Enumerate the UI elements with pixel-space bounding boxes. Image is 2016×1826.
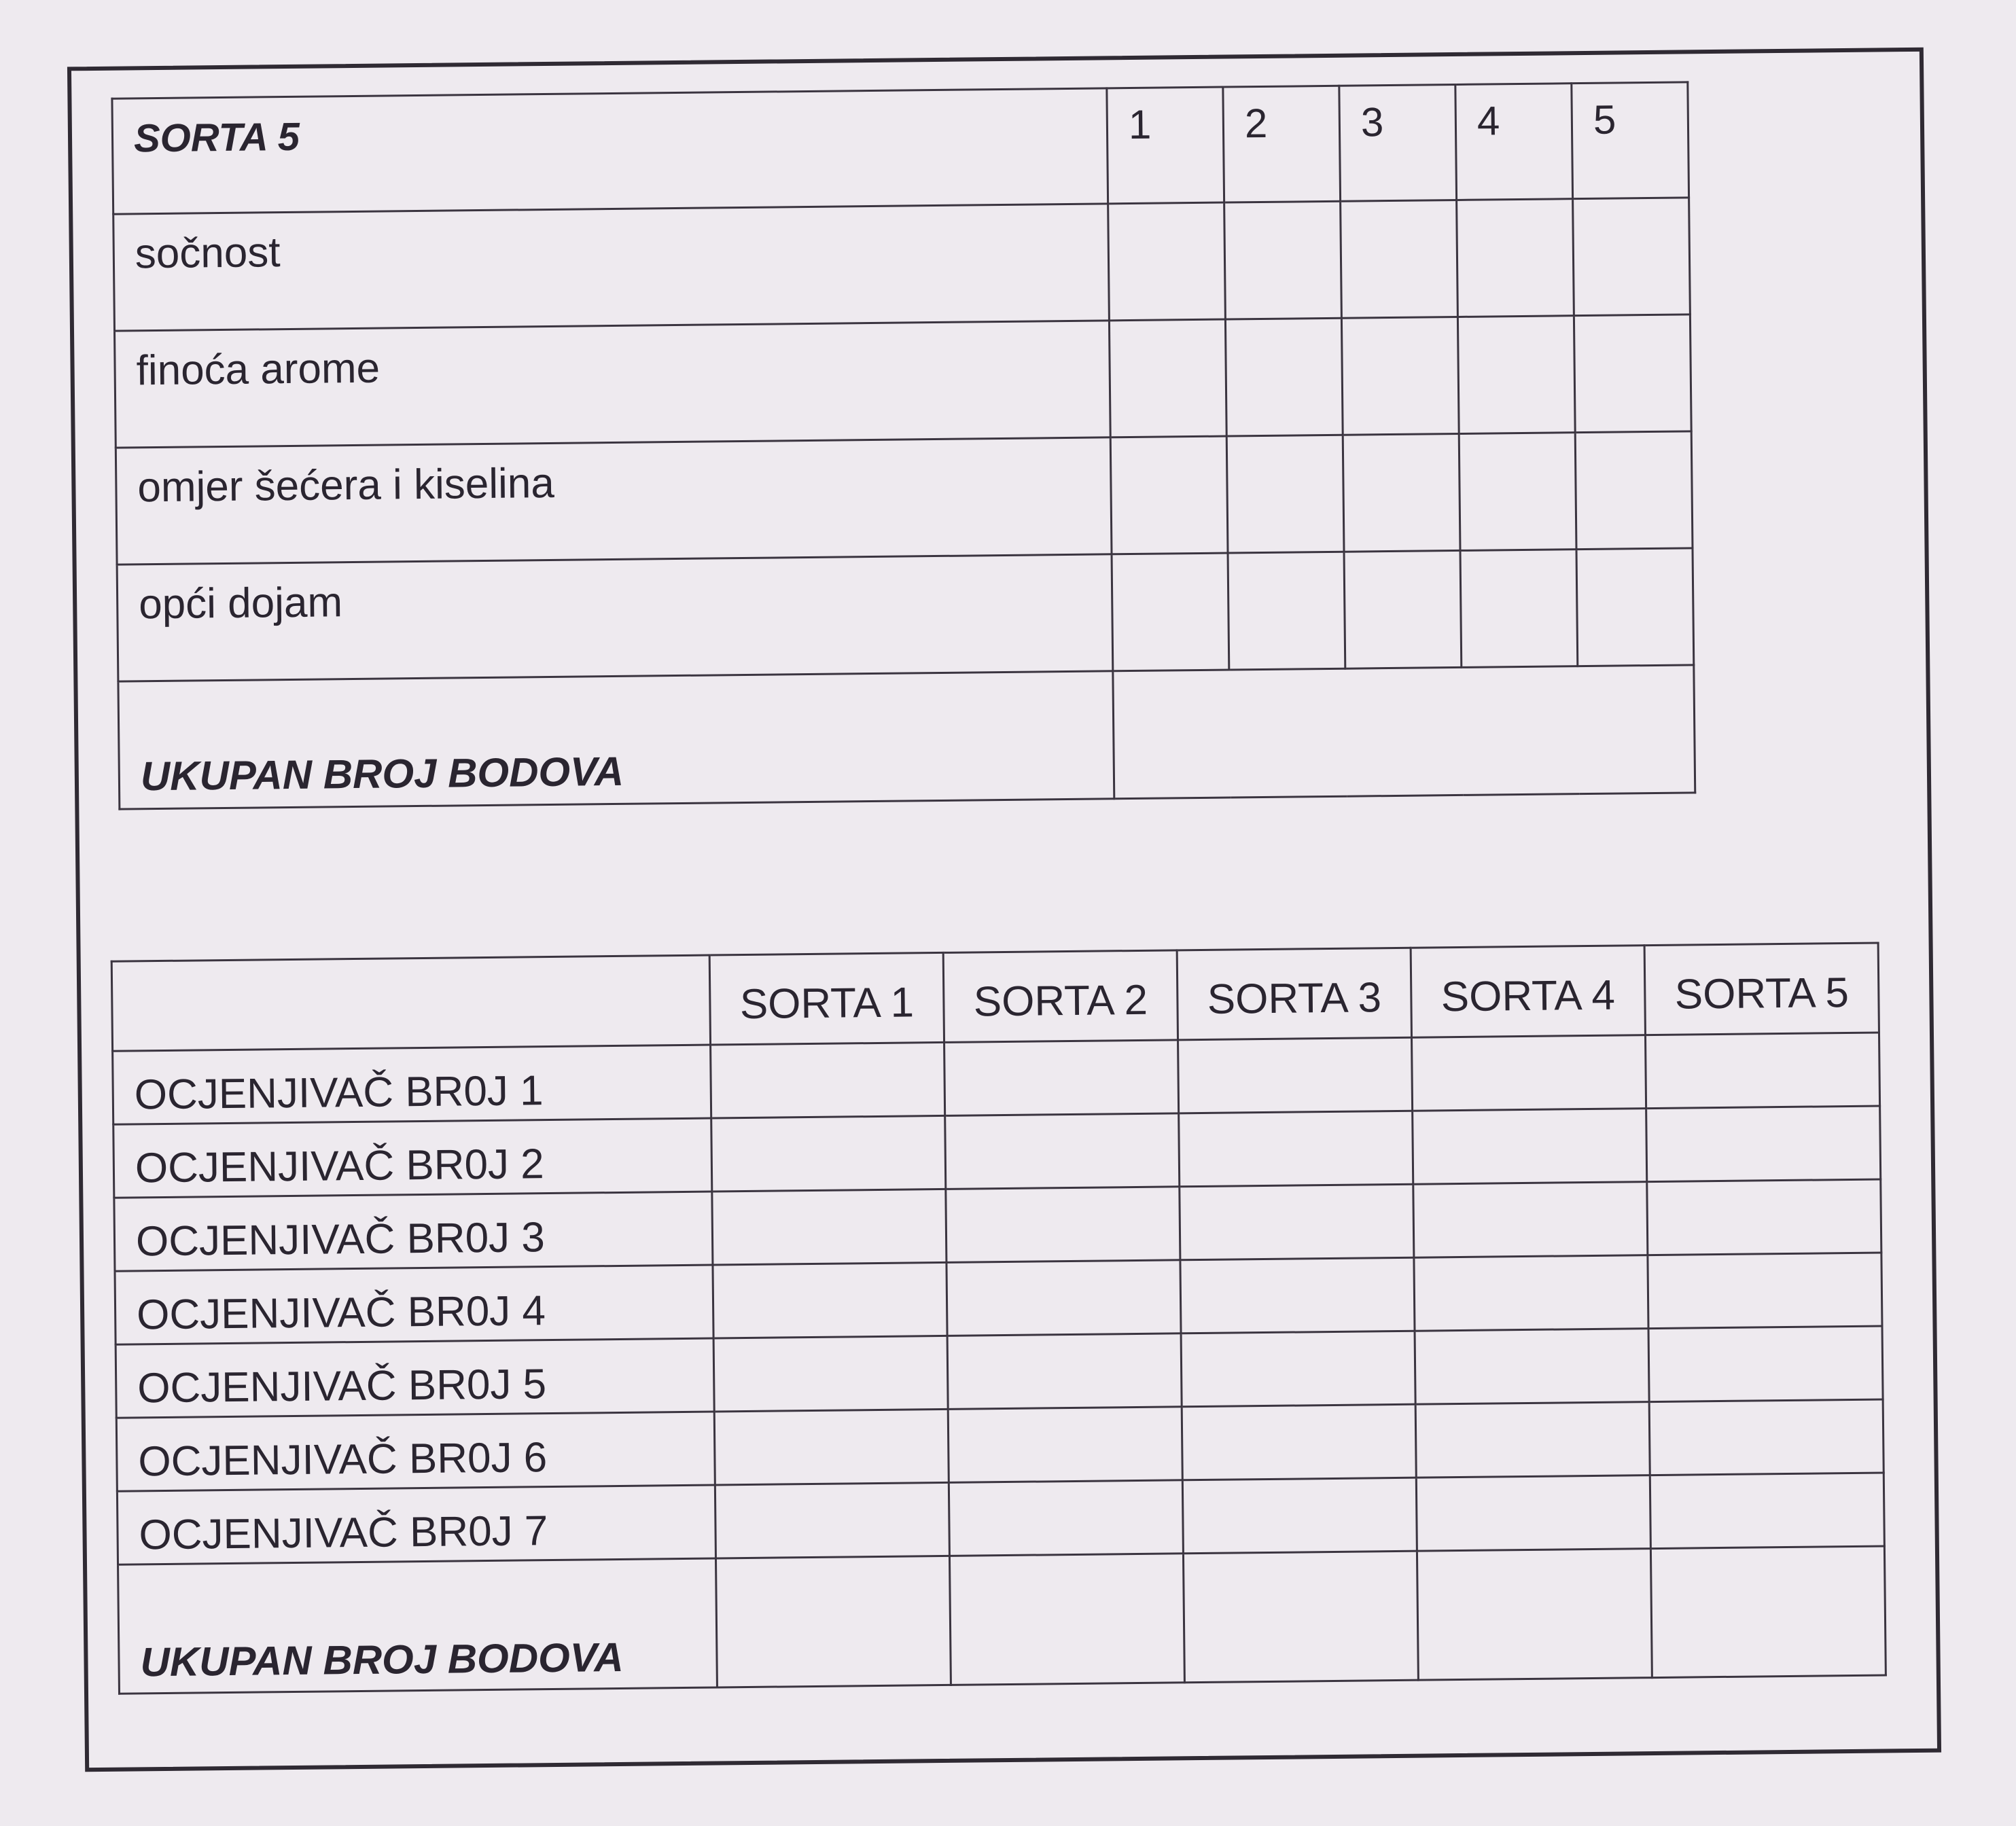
rater-score-cell[interactable] — [715, 1482, 949, 1558]
rater-label: OCJENJIVAČ BR0J 3 — [114, 1192, 713, 1271]
rater-score-cell[interactable] — [1645, 1033, 1879, 1109]
rater-score-cell[interactable] — [714, 1409, 949, 1485]
rater-score-cell[interactable] — [1416, 1475, 1650, 1552]
variety-scoring-table — [111, 81, 1696, 810]
score-cell[interactable] — [1343, 433, 1460, 552]
score-cell[interactable] — [1228, 552, 1345, 670]
variety-header: SORTA 3 — [1177, 948, 1411, 1040]
summary-total-label: UKUPAN BROJ BODOVA — [118, 1558, 718, 1694]
rater-score-cell[interactable] — [1650, 1473, 1884, 1549]
rater-score-cell[interactable] — [1182, 1404, 1416, 1480]
rater-score-cell[interactable] — [1180, 1184, 1414, 1260]
rater-score-cell[interactable] — [1648, 1326, 1883, 1402]
score-cell[interactable] — [1457, 199, 1574, 317]
variety-header: SORTA 5 — [1644, 943, 1879, 1035]
score-cell[interactable] — [1341, 317, 1459, 435]
rater-score-cell[interactable] — [947, 1260, 1181, 1336]
rater-score-cell[interactable] — [711, 1042, 945, 1118]
rater-score-cell[interactable] — [1181, 1331, 1415, 1407]
form-frame — [67, 48, 1941, 1772]
rater-summary-table — [111, 942, 1887, 1695]
rater-label: OCJENJIVAČ BR0J 2 — [113, 1118, 712, 1198]
score-cell[interactable] — [1460, 550, 1578, 668]
score-header-2: 2 — [1223, 86, 1341, 202]
score-cell[interactable] — [1576, 548, 1694, 666]
rater-score-cell[interactable] — [949, 1480, 1183, 1556]
summary-total-row — [118, 1546, 1886, 1694]
score-cell[interactable] — [1225, 318, 1343, 436]
rater-score-cell[interactable] — [1646, 1106, 1881, 1182]
rater-score-cell[interactable] — [713, 1262, 947, 1338]
rater-score-cell[interactable] — [1649, 1399, 1884, 1475]
score-cell[interactable] — [1108, 202, 1226, 321]
variety-total-cell[interactable] — [949, 1554, 1184, 1685]
criterion-row — [115, 315, 1692, 448]
rater-label: OCJENJIVAČ BR0J 7 — [117, 1485, 715, 1564]
score-cell[interactable] — [1226, 435, 1344, 553]
rater-score-cell[interactable] — [711, 1115, 946, 1192]
score-cell[interactable] — [1224, 201, 1342, 319]
rater-score-cell[interactable] — [1648, 1253, 1882, 1329]
variety-total-cell[interactable] — [1183, 1551, 1418, 1683]
total-points-cell[interactable] — [1113, 665, 1695, 799]
rater-label: OCJENJIVAČ BR0J 1 — [113, 1045, 711, 1124]
score-cell[interactable] — [1457, 316, 1575, 434]
variety-header: SORTA 2 — [943, 950, 1178, 1043]
variety-header: SORTA 1 — [709, 952, 944, 1045]
rater-score-cell[interactable] — [713, 1336, 948, 1412]
score-cell[interactable] — [1573, 198, 1691, 316]
rater-score-cell[interactable] — [1415, 1402, 1650, 1478]
rater-label: OCJENJIVAČ BR0J 6 — [116, 1412, 715, 1491]
scoring-header-row — [112, 82, 1689, 214]
corner-cell — [111, 955, 710, 1051]
variety-total-cell[interactable] — [1417, 1549, 1652, 1681]
criterion-row — [116, 431, 1693, 565]
score-header-5: 5 — [1572, 82, 1689, 199]
criterion-row — [117, 548, 1694, 681]
rater-score-cell[interactable] — [1178, 1037, 1413, 1113]
rater-label: OCJENJIVAČ BR0J 4 — [115, 1265, 713, 1344]
criterion-label: finoća arome — [115, 321, 1111, 448]
rater-score-cell[interactable] — [1180, 1257, 1415, 1333]
rater-score-cell[interactable] — [1647, 1179, 1881, 1255]
score-header-1: 1 — [1107, 87, 1224, 204]
score-header-3: 3 — [1339, 84, 1457, 201]
rater-score-cell[interactable] — [946, 1187, 1180, 1263]
rater-score-cell[interactable] — [1179, 1111, 1413, 1187]
rater-score-cell[interactable] — [1412, 1035, 1646, 1111]
rater-score-cell[interactable] — [1415, 1329, 1649, 1405]
score-cell[interactable] — [1112, 553, 1229, 671]
rater-score-cell[interactable] — [712, 1189, 947, 1265]
rater-score-cell[interactable] — [945, 1113, 1180, 1189]
criterion-label: opći dojam — [117, 554, 1113, 681]
rater-label: OCJENJIVAČ BR0J 5 — [116, 1338, 714, 1418]
score-cell[interactable] — [1109, 319, 1226, 437]
rater-score-cell[interactable] — [1413, 1109, 1647, 1185]
rater-score-cell[interactable] — [944, 1040, 1179, 1116]
score-cell[interactable] — [1574, 315, 1691, 433]
variety-total-cell[interactable] — [1650, 1546, 1886, 1678]
rater-score-cell[interactable] — [1182, 1478, 1417, 1554]
rater-score-cell[interactable] — [947, 1333, 1182, 1410]
score-cell[interactable] — [1344, 550, 1462, 668]
score-cell[interactable] — [1459, 433, 1576, 551]
score-cell[interactable] — [1575, 431, 1693, 550]
total-points-label: UKUPAN BROJ BODOVA — [118, 671, 1114, 809]
rater-score-cell[interactable] — [1414, 1255, 1648, 1331]
criterion-row — [113, 198, 1691, 331]
criterion-label: omjer šećera i kiselina — [116, 437, 1112, 565]
rater-score-cell[interactable] — [1413, 1182, 1648, 1258]
variety-title: SORTA 5 — [112, 88, 1108, 214]
rater-score-cell[interactable] — [948, 1407, 1182, 1483]
score-cell[interactable] — [1110, 436, 1228, 554]
total-row — [118, 665, 1695, 809]
criterion-label: sočnost — [113, 204, 1110, 331]
score-header-4: 4 — [1455, 84, 1573, 200]
variety-total-cell[interactable] — [715, 1556, 951, 1687]
variety-header: SORTA 4 — [1411, 946, 1645, 1038]
score-cell[interactable] — [1341, 200, 1458, 318]
